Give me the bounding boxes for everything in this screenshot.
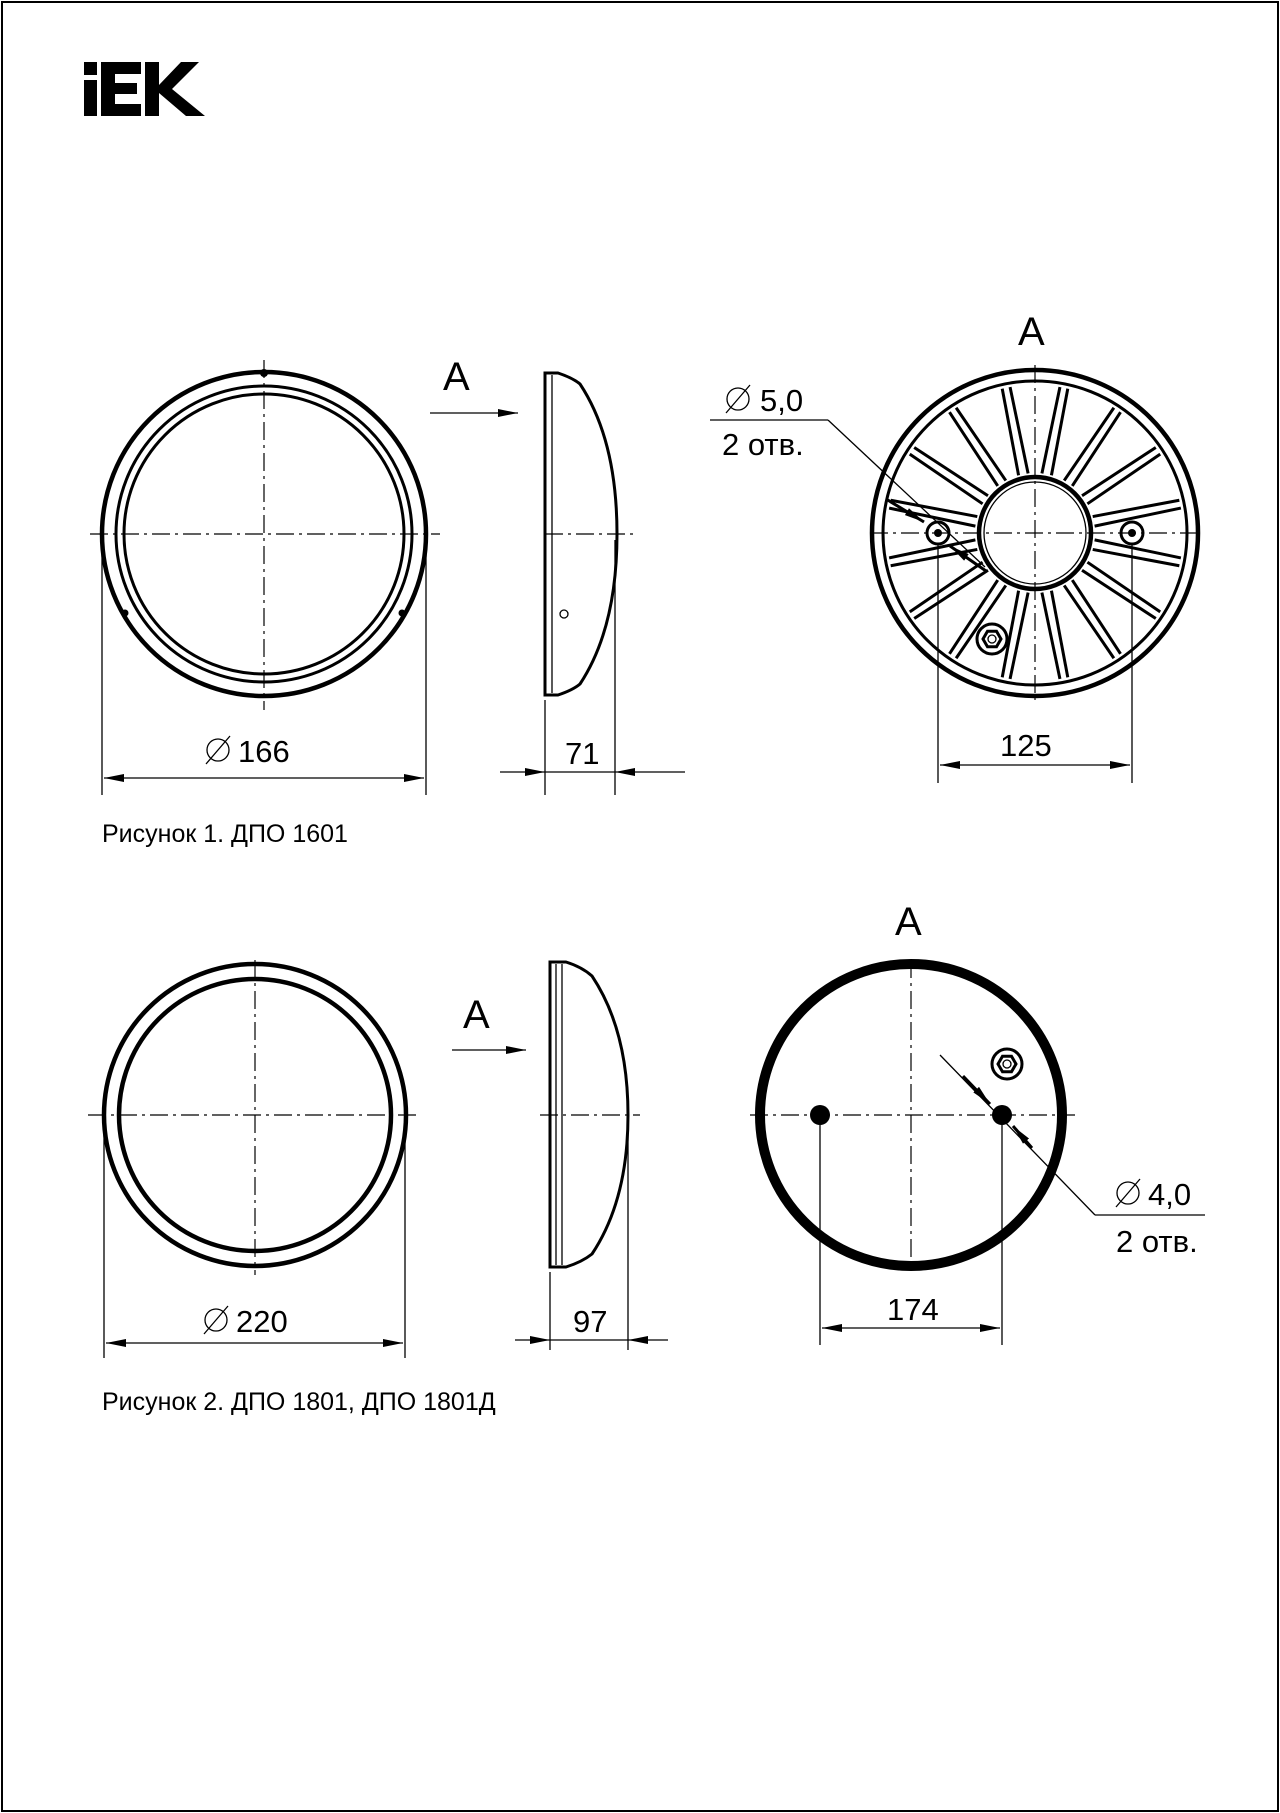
fig1-rib-line (1093, 549, 1180, 565)
fig1-rib-line (1010, 387, 1028, 473)
fig2-hole-diameter-label: 4,0 (1148, 1177, 1192, 1212)
fig2-diameter-label: 220 (236, 1304, 288, 1339)
fig1-view-arrow-label: A (443, 355, 470, 399)
fig1-rib-line (956, 408, 1006, 481)
iek-logo (0, 0, 205, 116)
diameter-symbol-icon (726, 385, 750, 413)
fig1-front-view (90, 360, 440, 795)
fig1-rib-line (1010, 593, 1028, 679)
fig1-depth-label: 71 (565, 736, 600, 771)
fig2-view-arrow-label: A (463, 993, 490, 1037)
fig1-rib-line (1042, 593, 1060, 679)
fig2-side-view (452, 962, 668, 1350)
fig2-hole-count-label: 2 отв. (1116, 1224, 1198, 1259)
fig2-cable-gland-icon (992, 1049, 1022, 1079)
fig1-rib-line (910, 562, 983, 612)
figure-1 (90, 310, 1200, 848)
fig2-hole-spacing-label: 174 (887, 1292, 939, 1327)
fig1-rib-line (1087, 454, 1160, 504)
fig1-rib-line (1051, 591, 1067, 678)
fig1-side-view (430, 355, 685, 795)
fig1-rib-line (1064, 585, 1114, 658)
fig1-caption: Рисунок 1. ДПО 1601 (102, 820, 348, 848)
diameter-symbol-icon (206, 736, 230, 764)
fig1-diameter-label: 166 (238, 734, 290, 769)
fig1-hole-count-label: 2 отв. (722, 427, 804, 462)
fig1-rib-line (1042, 387, 1060, 473)
fig1-hole-spacing-label: 125 (1000, 728, 1052, 763)
logo-text: IEK (0, 0, 2, 1)
fig1-back-view (710, 310, 1200, 783)
diameter-symbol-icon (204, 1306, 228, 1334)
diameter-symbol-icon (1116, 1179, 1140, 1207)
fig2-back-view (750, 900, 1205, 1345)
fig1-rib-line (1087, 562, 1160, 612)
figure-2 (88, 900, 1205, 1416)
fig2-caption: Рисунок 2. ДПО 1801, ДПО 1801Д (102, 1388, 496, 1416)
fig2-front-view (88, 960, 420, 1358)
fig1-rib-line (1093, 500, 1180, 516)
fig1-rib-line (1002, 389, 1018, 476)
fig1-back-view-label: A (1018, 310, 1045, 354)
fig1-rib-line (1064, 408, 1114, 481)
fig2-back-view-label: A (895, 900, 922, 944)
fig1-cable-gland-icon (977, 624, 1007, 654)
fig1-rib-line (910, 454, 983, 504)
sheet-border (2, 2, 1278, 1811)
fig2-depth-label: 97 (573, 1304, 608, 1339)
fig1-hole-diameter-label: 5,0 (760, 383, 804, 418)
fig1-rib-line (1051, 389, 1067, 476)
